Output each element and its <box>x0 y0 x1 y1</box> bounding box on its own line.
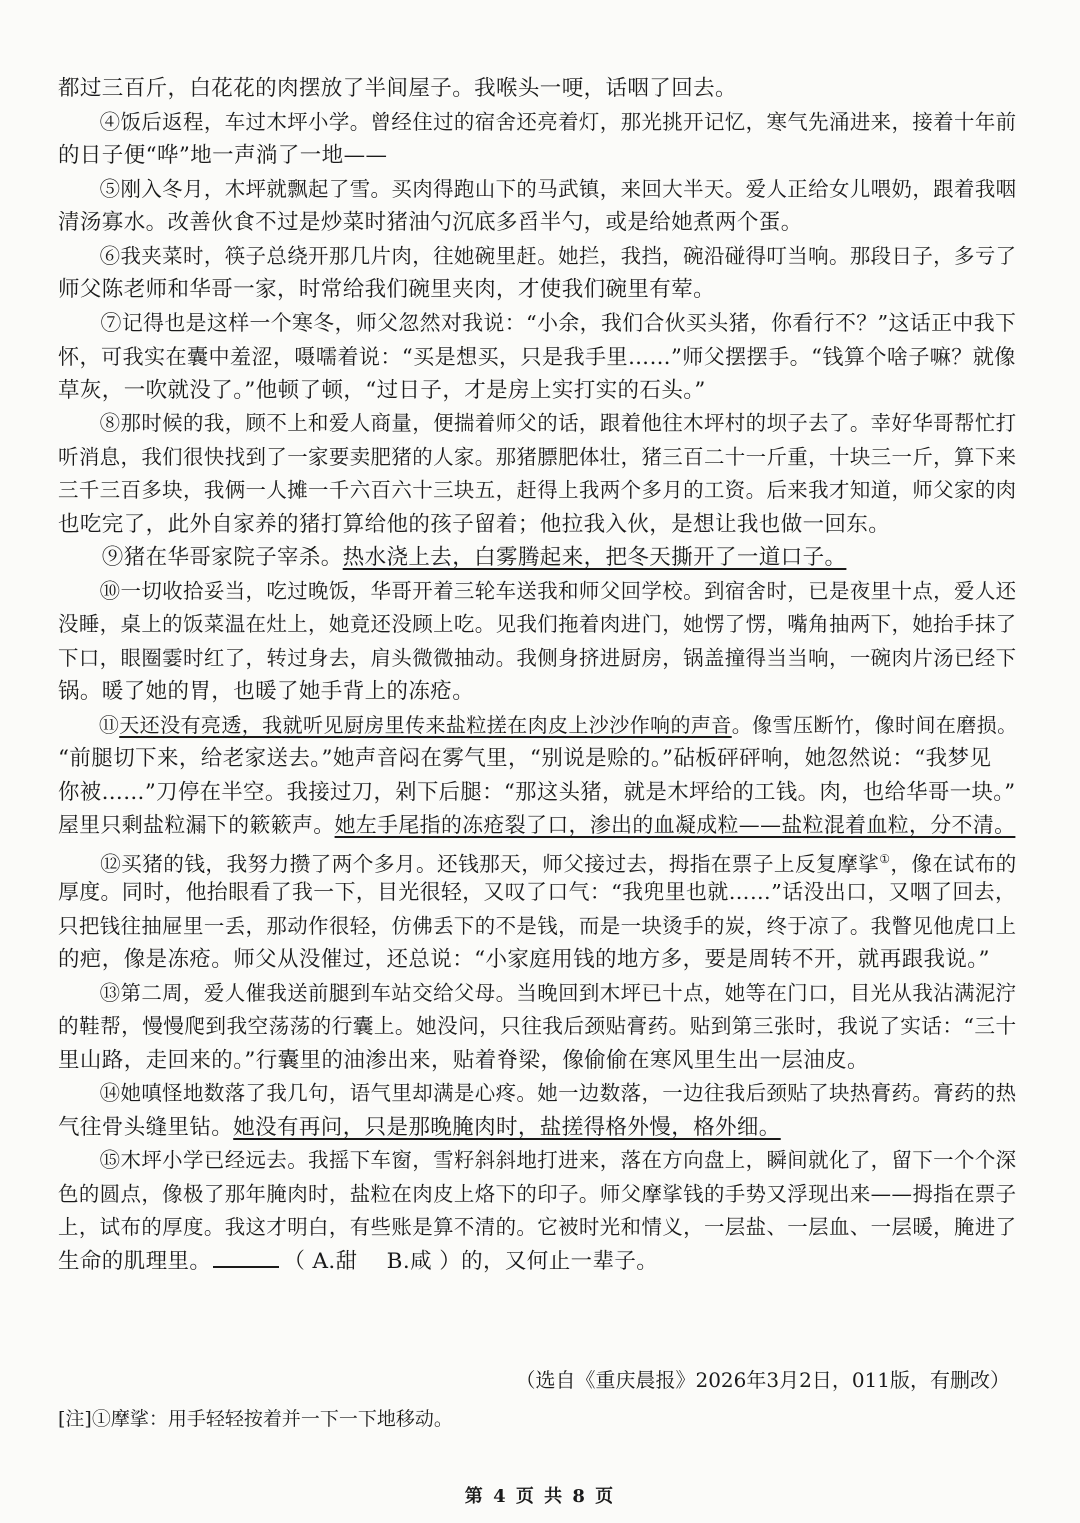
text-segment: 只把钱往抽屉里一丢，那动作很轻，仿佛丢下的不是钱，而是一块烫手的炭，终于凉了。我瞥见他虎口上 <box>58 913 1017 938</box>
text-segment: 下口，眼圈霎时红了，转过身去，肩头微微抽动。我侧身挤进厨房，锅盖撞得当当响，一碗肉片汤已经下 <box>58 645 1017 670</box>
text-segment: ⑧那时候的我，顾不上和爱人商量，便揣着师父的话，跟着他往木坪村的坝子去了。幸好华哥帮忙打 <box>58 411 1017 435</box>
text-line <box>58 441 1017 475</box>
paragraph <box>58 843 1017 977</box>
text-line <box>58 72 1008 106</box>
text-segment: 气往骨头缝里钻。 <box>58 1114 234 1140</box>
text-segment: ⑥我夹菜时，筷子总绕开那几片肉，往她碗里赶。她拦，我挡，碗沿碰得叮当响。那段日子，多亏了 <box>58 243 1017 268</box>
paragraph <box>58 1144 1017 1278</box>
article-body <box>58 72 1018 1278</box>
underlined-sentence: 天还没有亮透，我就听见厨房里传来盐粒搓在肉皮上沙沙作响的声音 <box>119 712 732 737</box>
text-segment: 怀，可我实在囊中羞涩，嗫嚅着说：“买是想买，只是我手里……”师父摆摆手。“钱算个啥子嘛？就像 <box>58 344 1016 369</box>
text-segment: ⑮木坪小学已经远去。我摇下车窗，雪籽斜斜地打进来，落在方向盘上，瞬间就化了，留下一个个深 <box>58 1148 1017 1172</box>
text-line <box>58 508 1008 542</box>
text-segment: 你被……”刀停在半空。我接过刀，剁下后腿：“那这头猪，就是木坪给的工钱。肉，也给华哥一块。” <box>58 779 1016 805</box>
text-segment: 的鞋帮，慢慢爬到我空荡荡的行囊上。她没问，只往我后颈贴膏药。贴到第三张时，我说了实话：“三十 <box>58 1014 1017 1038</box>
paragraph <box>58 173 1017 240</box>
text-line <box>58 1010 1017 1044</box>
text-line <box>58 675 1008 709</box>
footnote-marker: ① <box>879 851 891 866</box>
text-segment: 也吃完了，此外自家养的猪打算给他的孩子留着；他拉我入伙，是想让我也做一回东。 <box>58 511 891 537</box>
text-segment: 锅。暖了她的胃，也暖了她手背上的冻疮。 <box>58 679 475 704</box>
text-segment: ⑨猪在华哥家院子宰杀。 <box>58 545 343 570</box>
text-segment: 师父陈老师和华哥一家，时常给我们碗里夹肉，才使我们碗里有荤。 <box>58 277 716 302</box>
text-segment: ⑬第二周，爱人催我送前腿到车站交给父母。当晚回到木坪已十点，她等在门口，目光从我沾满泥泞 <box>58 980 1017 1005</box>
text-line <box>58 1178 1017 1212</box>
text-line <box>58 1077 1017 1111</box>
text-line <box>58 340 1016 374</box>
paragraph <box>58 709 1018 843</box>
text-segment: 。像雪压断竹，像时间在磨损。 <box>731 712 1018 737</box>
paragraph <box>58 72 1008 106</box>
text-line <box>58 608 1017 642</box>
text-line <box>58 843 1017 877</box>
text-line <box>58 575 1017 609</box>
text-segment: ⑫买猪的钱，我努力攒了两个多月。还钱那天，师父接过去，拇指在票子上反复摩挲 <box>58 851 880 876</box>
text-line <box>58 240 1017 274</box>
text-line <box>58 742 1008 776</box>
paragraph <box>58 1077 1017 1144</box>
paragraph <box>58 407 1017 541</box>
answer-blank <box>213 1246 279 1268</box>
paragraph <box>58 106 1017 173</box>
text-line <box>58 1111 1008 1145</box>
text-line <box>58 374 1008 408</box>
paragraph <box>58 240 1017 307</box>
text-line <box>58 776 1016 810</box>
text-line <box>58 139 1008 173</box>
paragraph <box>58 541 1008 575</box>
source-citation: （选自《重庆晨报》2026年3月2日，011版，有删改） <box>515 1368 1010 1392</box>
text-segment: 生命的肌理里。 <box>58 1248 212 1274</box>
text-line <box>58 541 1008 575</box>
text-segment: 听消息，我们很快找到了一家要卖肥猪的人家。那猪膘肥体壮，猪三百二十一斤重，十块三一斤，算下来 <box>58 444 1017 469</box>
paragraph <box>58 977 1017 1078</box>
text-line <box>58 1044 1008 1078</box>
text-segment: ⑪ <box>58 712 120 737</box>
text-line <box>58 1144 1017 1178</box>
text-line <box>58 206 1008 240</box>
text-line <box>58 943 1008 977</box>
underlined-sentence: 她没有再问，只是那晚腌肉时，盐搓得格外慢，格外细。 <box>233 1114 781 1140</box>
text-line <box>58 910 1017 944</box>
text-line <box>58 307 1017 341</box>
text-line <box>58 1211 1017 1245</box>
text-segment: 屋里只剩盐粒漏下的簌簌声。 <box>58 813 335 837</box>
text-line <box>58 1245 1008 1279</box>
text-segment: ④饭后返程，车过木坪小学。曾经住过的宿舍还亮着灯，那光挑开记忆，寒气先涌进来，接着十年前 <box>58 109 1017 134</box>
text-segment: 没睡，桌上的饭菜温在灶上，她竟还没顾上吃。见我们拖着肉进门，她愣了愣，嘴角抽两下，她抬手抹了 <box>58 612 1017 636</box>
paragraph <box>58 575 1017 709</box>
text-line <box>58 173 1017 207</box>
page-number: 第 4 页 共 8 页 <box>464 1486 616 1507</box>
underlined-sentence: 她左手尾指的冻疮裂了口，渗出的血凝成粒——盐粒混着血粒，分不清。 <box>334 813 1016 837</box>
footnote: [注]①摩挲：用手轻轻按着并一下一下地移动。 <box>58 1408 453 1430</box>
text-line <box>58 106 1017 140</box>
text-segment: 的日子便“哗”地一声淌了一地—— <box>58 143 388 168</box>
text-segment: 清汤寡水。改善伙食不过是炒菜时猪油勺沉底多舀半勺，或是给她煮两个蛋。 <box>58 210 803 235</box>
text-segment: （ A.甜 B.咸 ）的，又何止一辈子。 <box>283 1248 659 1274</box>
text-line <box>58 977 1017 1011</box>
text-segment: 上，试布的厚度。我这才明白，有些账是算不清的。它被时光和情义，一层盐、一层血、一层暖，腌进了 <box>58 1215 1017 1239</box>
text-segment: ，像在试布的 <box>890 851 1017 876</box>
text-line <box>58 474 1017 508</box>
text-segment: ⑦记得也是这样一个寒冬，师父忽然对我说：“小余，我们合伙买头猪，你看行不？”这话正中我下 <box>58 310 1017 335</box>
text-segment: “前腿切下来，给老家送去。”她声音闷在雾气里，“别说是赊的。”砧板砰砰响，她忽然说：“我梦见 <box>58 746 992 771</box>
text-segment: ⑩一切收拾妥当，吃过晚饭，华哥开着三轮车送我和师父回学校。到宿舍时，已是夜里十点，爱人还 <box>58 578 1017 603</box>
text-line <box>58 642 1017 676</box>
text-line <box>58 709 1018 743</box>
text-segment: 里山路，走回来的。”行囊里的油渗出来，贴着脊梁，像偷偷在寒风里生出一层油皮。 <box>58 1047 869 1073</box>
text-line <box>58 273 1008 307</box>
text-segment: 厚度。同时，他抬眼看了我一下，目光很轻，又叹了口气：“我兜里也就……”话没出口，又咽了回去， <box>58 880 1017 904</box>
text-line <box>58 407 1017 441</box>
text-segment: 都过三百斤，白花花的肉摆放了半间屋子。我喉头一哽，话咽了回去。 <box>58 76 737 101</box>
underlined-sentence: 热水浇上去，白雾腾起来，把冬天撕开了一道口子。 <box>342 545 847 570</box>
text-segment: 色的圆点，像极了那年腌肉时，盐粒在肉皮上烙下的印子。师父摩挲钱的手势又浮现出来——拇指在票子 <box>58 1181 1017 1206</box>
text-line <box>58 809 1016 843</box>
text-line <box>58 876 1017 910</box>
text-segment: 草灰，一吹就没了。”他顿了顿，“过日子，才是房上实打实的石头。” <box>58 377 706 403</box>
text-segment: ⑭她嗔怪地数落了我几句，语气里却满是心疼。她一边数落，一边往我后颈贴了块热膏药。膏药的热 <box>58 1081 1017 1105</box>
text-segment: ⑤刚入冬月，木坪就飘起了雪。买肉得跑山下的马武镇，来回大半天。爱人正给女儿喂奶，跟着我咽 <box>58 176 1017 201</box>
paragraph <box>58 307 1017 408</box>
text-segment: 的疤，像是冻疮。师父从没催过，还总说：“小家庭用钱的地方多，要是周转不开，就再跟我说。” <box>58 947 990 972</box>
text-segment: 三千三百多块，我俩一人摊一千六百六十三块五，赶得上我两个多月的工资。后来我才知道，师父家的肉 <box>58 478 1017 502</box>
